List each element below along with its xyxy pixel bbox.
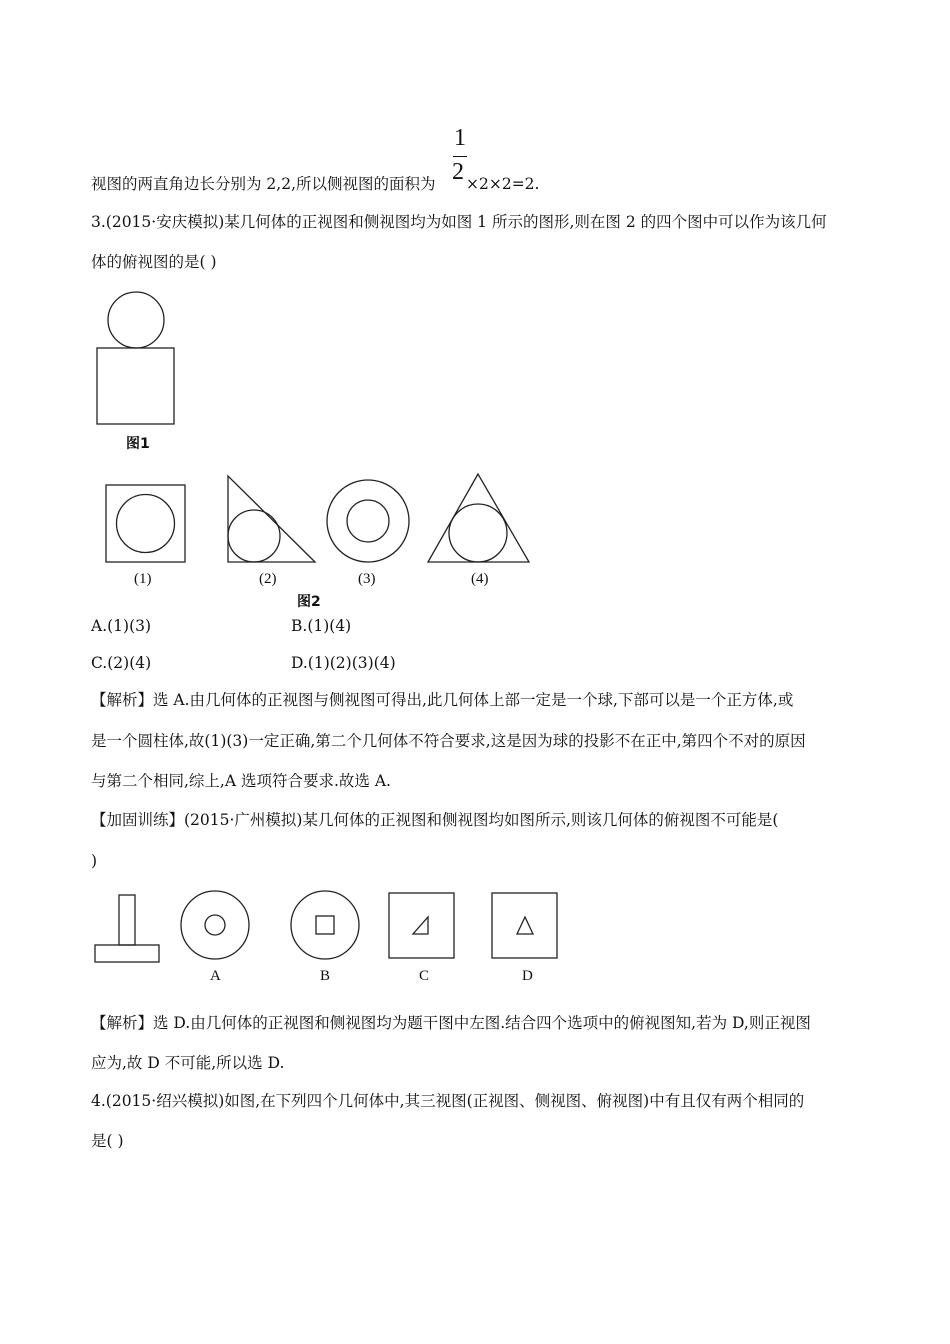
extra-b-inner-square <box>316 916 334 934</box>
fig2-3-inner-circle <box>347 500 389 542</box>
fig2-4-circle <box>449 504 507 562</box>
extra-label-c: C <box>419 968 430 984</box>
solution-extra-line-2: 应为,故 D 不可能,所以选 D. <box>91 1054 285 1072</box>
option-a: A.(1)(3) <box>91 617 152 635</box>
extra-d-square <box>492 893 557 958</box>
extra-c-right-triangle <box>413 917 428 934</box>
extra-d-triangle <box>517 917 533 934</box>
extra-label-b: B <box>320 968 331 984</box>
figure-1-caption: 图1 <box>126 436 150 452</box>
extra-label-d: D <box>522 968 533 984</box>
option-c: C.(2)(4) <box>91 654 152 672</box>
extra-a-outer-circle <box>181 891 249 959</box>
question-3-line-2: 体的俯视图的是( ) <box>91 253 217 271</box>
fig1-square <box>97 348 174 424</box>
extra-a-inner-circle <box>205 915 225 935</box>
text-line-1b: ×2×2=2. <box>466 175 540 193</box>
question-4-line-1: 4.(2015·绍兴模拟)如图,在下列四个几何体中,其三视图(正视图、侧视图、俯视图)中有且仅有两个相同的 <box>91 1092 805 1110</box>
extra-front-base <box>95 945 159 962</box>
extra-training-line-1: 【加固训练】(2015·广州模拟)某几何体的正视图和侧视图均如图所示,则该几何体的俯视图不可能是( <box>91 811 779 829</box>
question-3-line-1: 3.(2015·安庆模拟)某几何体的正视图和侧视图均为如图 1 所示的图形,则在图 2 的四个图中可以作为该几何 <box>91 213 827 231</box>
solution-3-line-2: 是一个圆柱体,故(1)(3)一定正确,第二个几何体不符合要求,这是因为球的投影不在正中,第四个不对的原因 <box>91 732 806 750</box>
fig2-3-outer-circle <box>327 480 409 562</box>
extra-training-line-2: ) <box>91 852 98 870</box>
solution-extra-line-1: 【解析】选 D.由几何体的正视图和侧视图均为题干图中左图.结合四个选项中的俯视图知,若为 D,则正视图 <box>91 1014 811 1032</box>
fraction-denominator: 2 <box>452 159 464 185</box>
fig2-label-1: (1) <box>134 571 152 587</box>
extra-front-column <box>119 895 135 945</box>
fraction-numerator: 1 <box>454 125 466 151</box>
figure-2-caption: 图2 <box>297 594 321 610</box>
option-b: B.(1)(4) <box>291 617 352 635</box>
extra-c-square <box>389 893 454 958</box>
fig2-4-triangle <box>428 474 529 562</box>
fig2-1-circle <box>117 495 175 553</box>
solution-3-line-1: 【解析】选 A.由几何体的正视图与侧视图可得出,此几何体上部一定是一个球,下部可以是一个正方体,或 <box>91 691 794 709</box>
solution-3-line-3: 与第二个相同,综上,A 选项符合要求.故选 A. <box>91 772 391 790</box>
text-line-1a: 视图的两直角边长分别为 2,2,所以侧视图的面积为 <box>91 175 436 193</box>
fig1-sphere <box>108 292 164 348</box>
fig2-label-4: (4) <box>471 571 489 587</box>
fig2-2-circle <box>228 510 280 562</box>
fig2-1-square <box>106 485 185 562</box>
question-4-line-2: 是( ) <box>91 1132 124 1150</box>
extra-label-a: A <box>210 968 221 984</box>
fig2-label-2: (2) <box>259 571 277 587</box>
extra-b-outer-circle <box>291 891 359 959</box>
fig2-2-triangle <box>228 476 315 562</box>
option-d: D.(1)(2)(3)(4) <box>291 654 396 672</box>
fig2-label-3: (3) <box>358 571 376 587</box>
